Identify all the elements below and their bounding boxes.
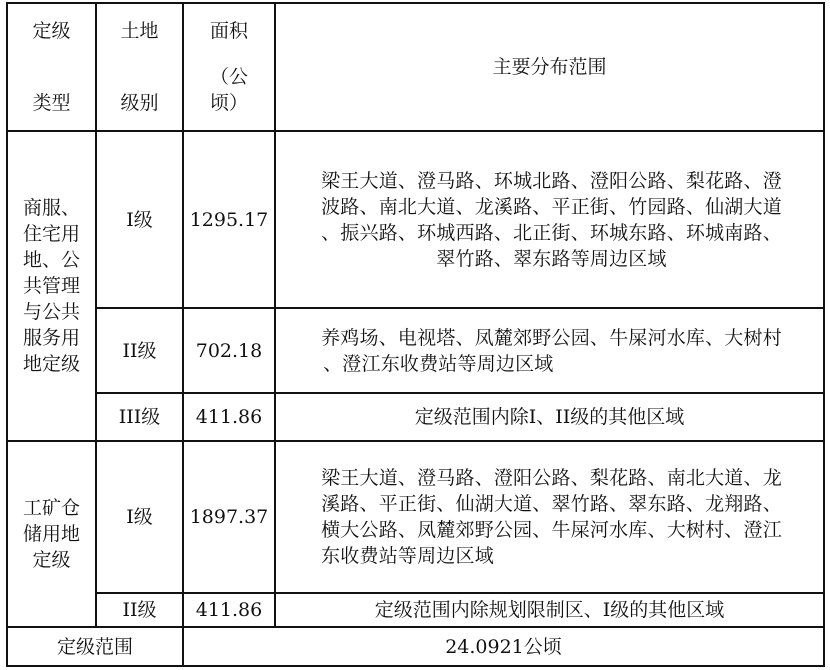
- header-col2-line1: 土地: [120, 20, 159, 42]
- header-area: [184, 4, 274, 130]
- group2-label-line: 工矿仓: [22, 497, 80, 519]
- header-col3-line1: 面积: [209, 20, 248, 42]
- footer-label: [8, 628, 182, 665]
- range-line: 定级范围内除规划限制区、I级的其他区域: [374, 599, 725, 621]
- group1-label-line: 共管理: [22, 275, 80, 297]
- area-value: 411.86: [195, 406, 263, 428]
- range-line: 波路、南北大道、龙溪路、平正街、竹园路、仙湖大道: [321, 195, 782, 218]
- group1-row2-range: [276, 309, 823, 392]
- range-line: 翠竹路、翠东路等周边区域: [436, 247, 667, 270]
- range-line: 梁王大道、澄马路、澄阳公路、梨花路、南北大道、龙: [321, 467, 782, 489]
- header-col3-line3: 顷）: [209, 92, 248, 114]
- level-label: II级: [122, 599, 157, 621]
- range-line: 、振兴路、环城西路、北正街、环城东路、环城南路、: [321, 221, 782, 244]
- group1-label-line: 商服、: [22, 197, 80, 219]
- group1-row2-area: [184, 309, 274, 392]
- header-col1-line1: 定级: [32, 20, 71, 42]
- header-col2-line2: 级别: [120, 92, 159, 114]
- range-line: 横大公路、凤麓郊野公园、牛屎河水库、大树村、澄江: [321, 519, 782, 541]
- group2-label-line: 定级: [32, 549, 71, 571]
- footer-value: [184, 628, 823, 665]
- header-land-level: [97, 4, 182, 130]
- group1-label-line: 住宅用: [22, 223, 80, 245]
- group2-row2-range: [276, 594, 823, 626]
- range-line: 、澄江东收费站等周边区域: [323, 352, 554, 375]
- group1-row3-level: [97, 394, 182, 440]
- group2-label-line: 储用地: [22, 523, 80, 545]
- group2-row2-area: [184, 594, 274, 626]
- group1-row1-range: [276, 132, 823, 307]
- area-value: 411.86: [195, 599, 263, 621]
- group1-type-label: [8, 132, 95, 440]
- group1-row3-area: [184, 394, 274, 440]
- range-line: 梁王大道、澄马路、环城北路、澄阳公路、梨花路、澄: [321, 169, 782, 192]
- group1-row1-level: [97, 132, 182, 307]
- group1-label-line: 服务用: [22, 327, 80, 349]
- header-col1-line2: 类型: [32, 92, 71, 114]
- header-grading-type: [8, 4, 95, 130]
- header-distribution-range: [276, 4, 823, 130]
- header-col3-line2: （公: [209, 66, 248, 88]
- level-label: I级: [126, 208, 153, 231]
- group2-row2-level: [97, 594, 182, 626]
- range-line: 东收费站等周边区域: [321, 545, 494, 567]
- area-value: 1897.37: [189, 506, 269, 528]
- group2-row1-area: [184, 442, 274, 592]
- range-line: 定级范围内除I、II级的其他区域: [414, 406, 685, 428]
- group1-label-line: 地定级: [22, 353, 80, 375]
- level-label: I级: [126, 506, 153, 528]
- group2-row1-level: [97, 442, 182, 592]
- range-line: 溪路、平正街、仙湖大道、翠竹路、翠东路、龙翔路、: [321, 493, 782, 515]
- level-label: III级: [118, 406, 161, 428]
- area-value: 702.18: [195, 339, 263, 362]
- group1-row3-range: [276, 394, 823, 440]
- group2-type-label: [8, 442, 95, 626]
- range-line: 养鸡场、电视塔、凤麓郊野公园、牛屎河水库、大树村: [321, 326, 782, 349]
- group1-row1-area: [184, 132, 274, 307]
- header-col4: 主要分布范围: [492, 56, 607, 78]
- group1-row2-level: [97, 309, 182, 392]
- group1-label-line: 与公共: [22, 301, 80, 323]
- level-label: II级: [122, 339, 157, 362]
- group2-row1-range: [276, 442, 823, 592]
- group1-label-line: 地、公: [22, 249, 80, 271]
- area-value: 1295.17: [189, 208, 269, 231]
- footer-value-text: 24.0921公顷: [445, 635, 562, 658]
- footer-label-text: 定级范围: [56, 635, 133, 658]
